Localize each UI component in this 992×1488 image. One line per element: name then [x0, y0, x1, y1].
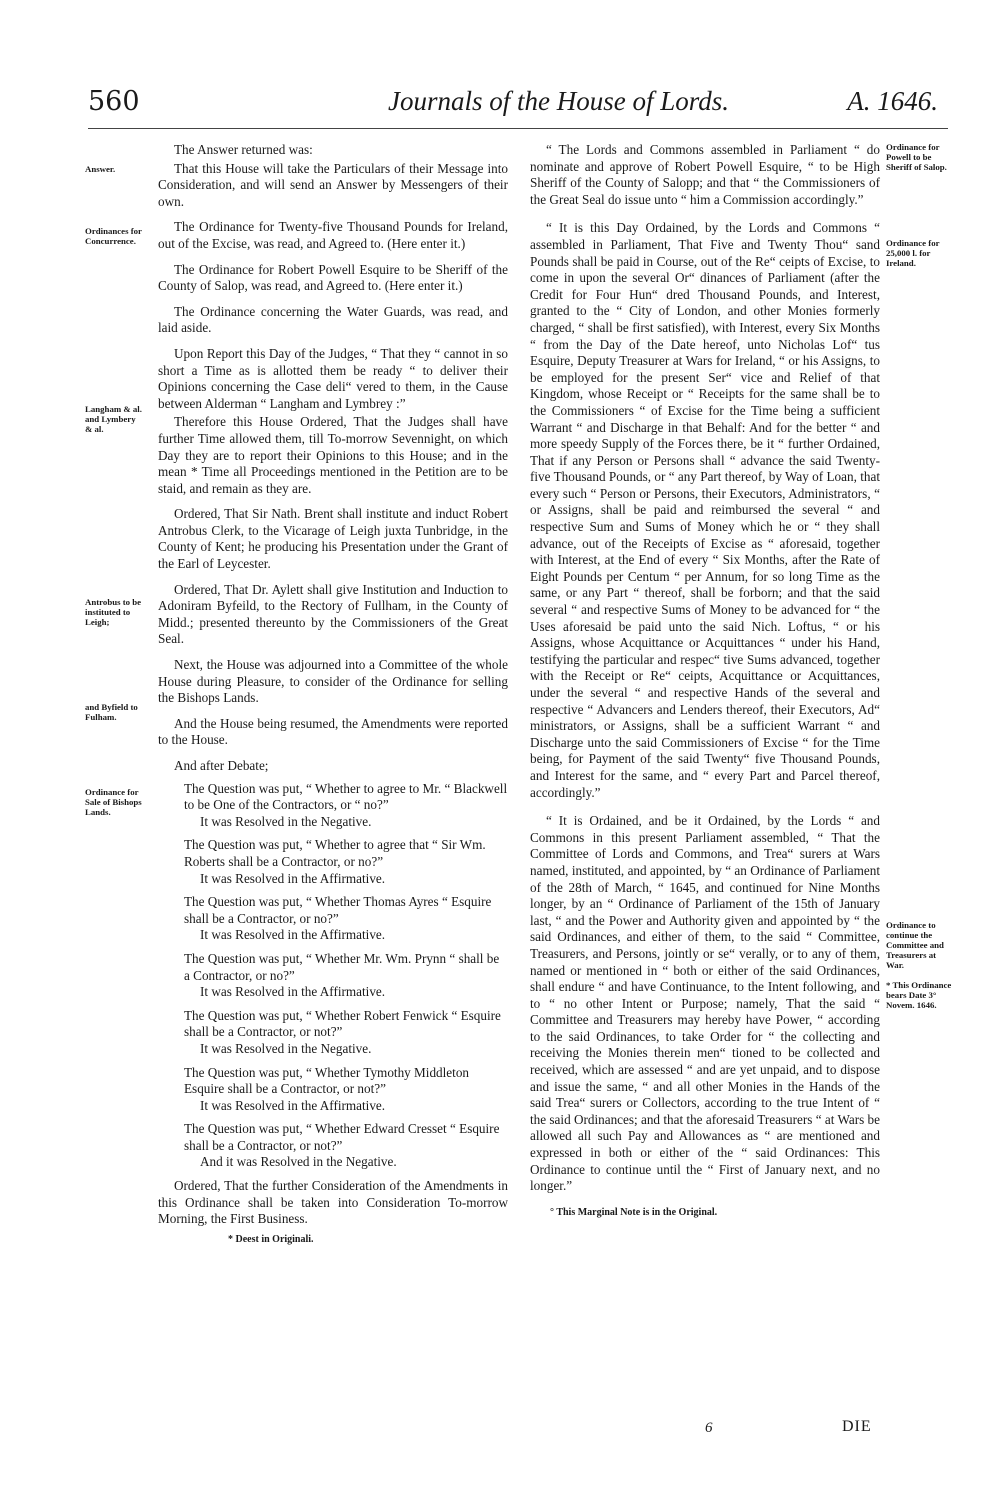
left-footnote: * Deest in Originali.: [228, 1233, 314, 1245]
question-entry: [184, 781, 508, 831]
order-byfield: Ordered, That Dr. Aylett shall give Institution and Induction to Adoniram Byfeild, to the Rectory of Fullham, in the County of Midd.; presented thereunto by the Commissioners of the Great Seal.: [158, 581, 508, 647]
header-rule: [88, 128, 948, 129]
committee-ordinance: “ It is Ordained, and be it Ordained, by the Lords “ and Commons in this present Parliament assembled, “ That the Committee of Lords and Commons, and Trea“ surers at Wars named, instituted, and appointed, by “ an Ordinance of Parliament of the 28th of March, “ 1645, and continued for Nine Months longer, by an “ Ordinance of Parliament of the 15th of January last, “ and the Power and Authority given and appointed by “ the said Ordinances, and either of them, to the said “ Committee, Treasurers, and Persons, jointly or se“ verally, or to any of them, named or mentioned in “ both or either of the said Ordinances, shall endure “ and have Continuance, to the Intent following, and to “ no other Intent or Purpose; namely, That the said “ Committee and Treasurers may hereby have Power, “ according to the said Ordinances, to take Order for “ the collecting and receiving the Monies therein men“ tioned to be collected and received, which are assessed “ and are yet unpaid, and to dispose and issue the same, “ and all other Monies in the Hands of the said Trea“ surers or Collectors, according to the true Intent of “ the said Ordinances; and that the aforesaid Treasurers “ at Wars be allowed all such Pay and Allowances as “ are mentioned and expressed in both or either of the “ said Ordinances: This Ordinance to continue until the “ First of January next, and no longer.”: [530, 813, 880, 1194]
margin-note: Ordinances for Concurrence.: [85, 226, 142, 246]
question-text: The Question was put, “ Whether Robert Fenwick “ Esquire shall be a Contractor, or not?”: [184, 1007, 501, 1040]
right-column: [530, 142, 880, 1221]
margin-note: Ordinance for 25,000 l. for Ireland.: [886, 238, 940, 268]
question-result: It was Resolved in the Negative.: [200, 1040, 372, 1056]
margin-note: Ordinance for Sale of Bishops Lands.: [85, 787, 142, 817]
question-entry: [184, 1065, 508, 1115]
committee-entry: Next, the House was adjourned into a Committee of the whole House during Pleasure, to consider of the Ordinance for selling the Bishops Lands.: [158, 657, 508, 706]
question-result: And it was Resolved in the Negative.: [200, 1154, 397, 1170]
question-result: It was Resolved in the Affirmative.: [200, 870, 386, 886]
question-entry: [184, 894, 508, 944]
powell-ordinance: “ The Lords and Commons assembled in Parliament “ do nominate and approve of Robert Powell Esquire, “ to be High Sheriff of the County of Salopp; and that “ the Commissioners of the Great Seal do issue unto “ him a Commission accordingly.”: [530, 142, 880, 207]
question-text: The Question was put, “ Whether Tymothy Middleton Esquire shall be a Contractor, or not?”: [184, 1064, 470, 1097]
answer-intro: The Answer returned was:: [174, 142, 313, 157]
question-entry: [184, 1008, 508, 1058]
question-text: The Question was put, “ Whether to agree that “ Sir Wm. Roberts shall be a Contractor, or no?”: [184, 837, 486, 869]
margin-note: Ordinance to continue the Committee and Treasurers at War.: [886, 920, 944, 970]
question-entry: [184, 1121, 508, 1171]
margin-note: Answer.: [85, 164, 116, 174]
left-column: [158, 142, 508, 1248]
question-text: The Question was put, “ Whether Edward Cresset “ Esquire shall be a Contractor, or not?”: [184, 1121, 500, 1153]
question-text: The Question was put, “ Whether Mr. Wm. Prynn “ shall be a Contractor, or no?”: [184, 950, 500, 983]
margin-note: * This Ordinance bears Date 3° Novem. 1646.: [886, 980, 952, 1010]
ordinance-water: The Ordinance concerning the Water Guards, was read, and laid aside.: [158, 303, 508, 336]
answer-text: That this House will take the Particulars of their Message into Consideration, and will send an Answer by Messengers of their own.: [158, 160, 508, 209]
margin-note: Langham & al. and Lymbery & al.: [85, 404, 142, 434]
question-result: It was Resolved in the Negative.: [200, 813, 372, 829]
running-title: Journals of the House of Lords.: [388, 86, 730, 116]
page-header: [88, 86, 948, 126]
ordinance-ireland: The Ordinance for Twenty-five Thousand Pounds for Ireland, out of the Excise, was read, and Agreed to. (Here enter it.): [158, 219, 508, 251]
question-result: It was Resolved in the Affirmative.: [200, 1097, 386, 1113]
question-entry: [184, 837, 508, 887]
ordinance-powell: The Ordinance for Robert Powell Esquire to be Sheriff of the County of Salop, was read, and Agreed to. (Here enter it.): [158, 261, 508, 294]
question-entry: [184, 951, 508, 1001]
question-text: The Question was put, “ Whether Thomas Ayres “ Esquire shall be a Contractor, or no?”: [184, 894, 492, 926]
judges-order: Therefore this House Ordered, That the Judges shall have further Time allowed them, till To-morrow Sevennight, on which Day they are to report their Opinions to this House; and in the mean * Time all Proceedings mentioned in the Petition are to be staid, and remain as they are.: [158, 414, 508, 496]
after-debate: And after Debate;: [174, 758, 269, 773]
page-year: A. 1646.: [847, 86, 938, 116]
question-text: The Question was put, “ Whether to agree to Mr. “ Blackwell to be One of the Contractors, or “ no?”: [184, 780, 508, 813]
final-order: Ordered, That the further Consideration of the Amendments in this Ordinance shall be taken into Consideration To-morrow Morning, the First Business.: [158, 1178, 508, 1227]
ireland-ordinance: “ It is this Day Ordained, by the Lords and Commons “ assembled in Parliament, That Five and Twenty Thou“ sand Pounds shall be paid in Course, out of the Re“ ceipts of Excise, to come in upon the several Or“ dinances of Parliament (after the Credit for Four Hun“ dred Thousand Pounds, and Interest, granted to the “ City of London, and other Monies formerly charged, “ shall be first satisfied), with Interest, every Six Months “ from the Day of the Date hereof, unto Nicholas Lof“ tus Esquire, Deputy Treasurer at Wars for Ireland, “ or his Assigns, to be employed for the present Ser“ vice and Relief of that Kingdom, whose Receipt or “ Receipts for the same shall be to the Commissioners “ of Excise for the Time being a sufficient Warrant “ and Discharge in that Behalf: And for the better “ and more speedy Supply of the Forces there, be it “ further Ordained, That if any Person or Persons shall “ advance the said Twenty-five Thousand Pounds, or “ any Part thereof, by Way of Loan, that every such “ Person or Persons, their Executors, Administrators, “ or Assigns, shall be paid and reimbursed the several “ and respective Sum and Sums of Money which he or “ they shall advance, out of the Receipts of Excise as “ aforesaid, together with Interest, at the End of every “ Six Months, after the Rate of Eight Pounds per Centum “ per Annum, for so long Time as the same, or any Part “ thereof, shall be forborn; and that the said several “ and respective Sums of Money to be advanced for “ the Uses aforesaid be paid unto the said Nich. Loftus, “ or his Assigns, whose Acquittance or Acquittances “ under his Hand, testifying the particular and respec“ tive Sums advanced, together with the Receipt or Re“ ceipts, Acquittance or Acquittances, under the several “ and respective Hands of the several and respective “ Advancers and Lenders thereof, their Executors, Ad“ ministrators, or Assigns, shall be a sufficient Warrant “ and Discharge unto the said Commissioners of Excise “ for the Time being, for Payment of the said Twenty“ five Thousand Pounds, and Interest for the same, and “ every Part and Parcel thereof, accordingly.”: [530, 220, 880, 800]
right-footnote: ° This Marginal Note is in the Original.: [550, 1206, 718, 1218]
signature-mark: 6: [705, 1420, 713, 1436]
question-result: It was Resolved in the Affirmative.: [200, 984, 386, 1000]
page-number: 560: [88, 86, 140, 117]
margin-note: Ordinance for Powell to be Sheriff of Salop.: [886, 142, 947, 172]
question-result: It was Resolved in the Affirmative.: [200, 927, 386, 943]
judges-report: Upon Report this Day of the Judges, “ That they “ cannot in so short a Time as is allotted them be ready “ to deliver their Opinions concerning the Case deli“ vered to them, in the Cause between Alderman “ Langham and Lymbrey :”: [158, 345, 508, 411]
order-antrobus: Ordered, That Sir Nath. Brent shall institute and induct Robert Antrobus Clerk, to the Vicarage of Leigh juxta Tunbridge, in the County of Kent; he producing his Presentation under the Grant of the Earl of Leycester.: [158, 506, 508, 572]
catchword: DIE: [842, 1418, 872, 1435]
margin-note: Antrobus to be instituted to Leigh;: [85, 597, 142, 627]
margin-note: and Byfield to Fulham.: [85, 702, 138, 722]
house-resumed: And the House being resumed, the Amendments were reported to the House.: [158, 715, 508, 748]
